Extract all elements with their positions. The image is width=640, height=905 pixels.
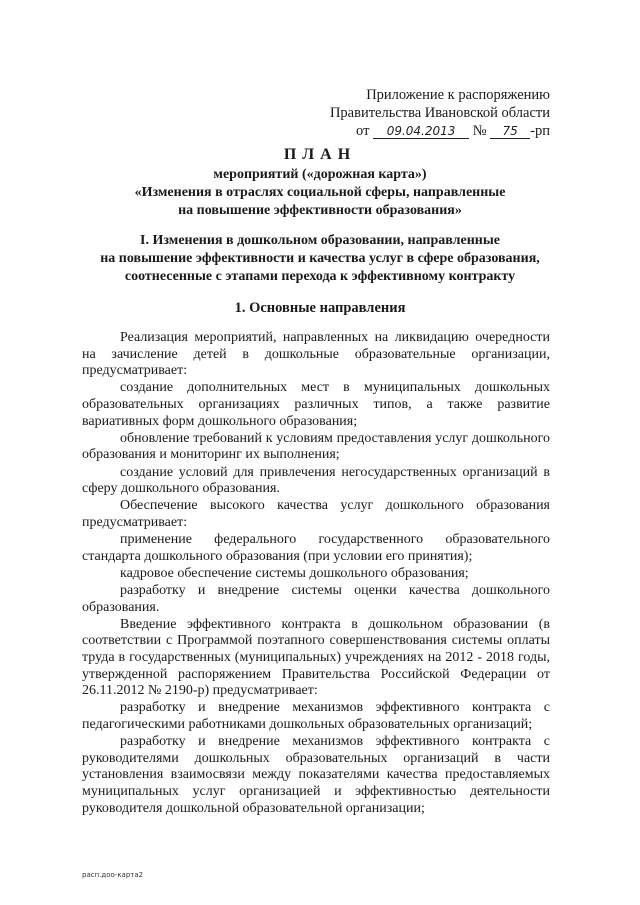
plan-subtitle-line-2: «Изменения в отраслях социальной сферы, направленные [134, 185, 506, 200]
appendix-line-1: Приложение к распоряжению [366, 87, 550, 103]
from-label: от [356, 123, 370, 139]
appendix-line-2: Правительства Ивановской области [329, 105, 550, 121]
appendix-date-line [330, 122, 550, 140]
paragraph: Введение эффективного контракта в дошкольном образовании (в соответствии с Программой поэтапного совершенствования системы оплаты труда в государственных (муниципальных) учреждениях на 2012 - 2018 годы, утвержденной распоряжением Правительства Российской Федерации от 26.11.2012 № 2190-р) предусматривает: [82, 616, 550, 699]
paragraph: создание дополнительных мест в муниципальных дошкольных образовательных организациях различных типов, а также развитие вариативных форм дошкольного образования; [82, 380, 550, 429]
paragraph: создание условий для привлечения негосударственных организаций в сферу дошкольного образования. [82, 464, 550, 497]
handwritten-date: 09.04.2013 [386, 124, 456, 138]
section-heading-line-3: соотнесенные с этапами перехода к эффективному контракту [124, 269, 516, 284]
subsection-heading: 1. Основные направления [234, 300, 406, 316]
number-sign: № [472, 123, 487, 139]
section-heading-line-1: I. Изменения в дошкольном образовании, направленные [140, 233, 500, 248]
paragraph: разработку и внедрение механизмов эффективного контракта с руководителями дошкольных образовательных организаций в части установления взаимосвязи между показателями качества предоставляемых муниципальных услуг организацией и эффективностью деятельности руководителя дошкольной образовательной организации; [82, 734, 550, 816]
paragraph: Обеспечение высокого качества услуг дошкольного образования предусматривает: [82, 498, 550, 530]
section-heading-line-2: на повышение эффективности и качества услуг в сфере образования, [100, 251, 540, 266]
paragraph: разработку и внедрение механизмов эффективного контракта с педагогическими работниками дошкольных образовательных организаций; [82, 700, 550, 732]
number-suffix: -рп [530, 123, 550, 139]
paragraph: обновление требований к условиям предоставления услуг дошкольного образования и мониторинг их выполнения; [82, 430, 550, 463]
section-heading [60, 232, 580, 286]
plan-subtitle-line-3: на повышение эффективности образования» [178, 203, 462, 218]
body-text [82, 330, 550, 818]
plan-subtitle [60, 166, 580, 220]
paragraph: Реализация мероприятий, направленных на ликвидацию очередности на зачисление детей в дошкольные образовательные организации, предусматривает: [82, 330, 550, 379]
number-field [490, 124, 530, 139]
plan-subtitle-line-1: мероприятий («дорожная карта») [213, 167, 427, 182]
appendix-header [330, 86, 550, 140]
paragraph: кадровое обеспечение системы дошкольного образования; [120, 565, 469, 581]
paragraph: разработку и внедрение системы оценки качества дошкольного образования. [82, 583, 550, 615]
plan-title: ПЛАН [283, 146, 357, 163]
file-footer: расп.доо-карта2 [82, 871, 144, 879]
paragraph: применение федерального государственного образовательного стандарта дошкольного образования (при условии его принятия); [82, 532, 550, 564]
handwritten-number: 75 [502, 124, 518, 138]
date-field [373, 124, 469, 139]
